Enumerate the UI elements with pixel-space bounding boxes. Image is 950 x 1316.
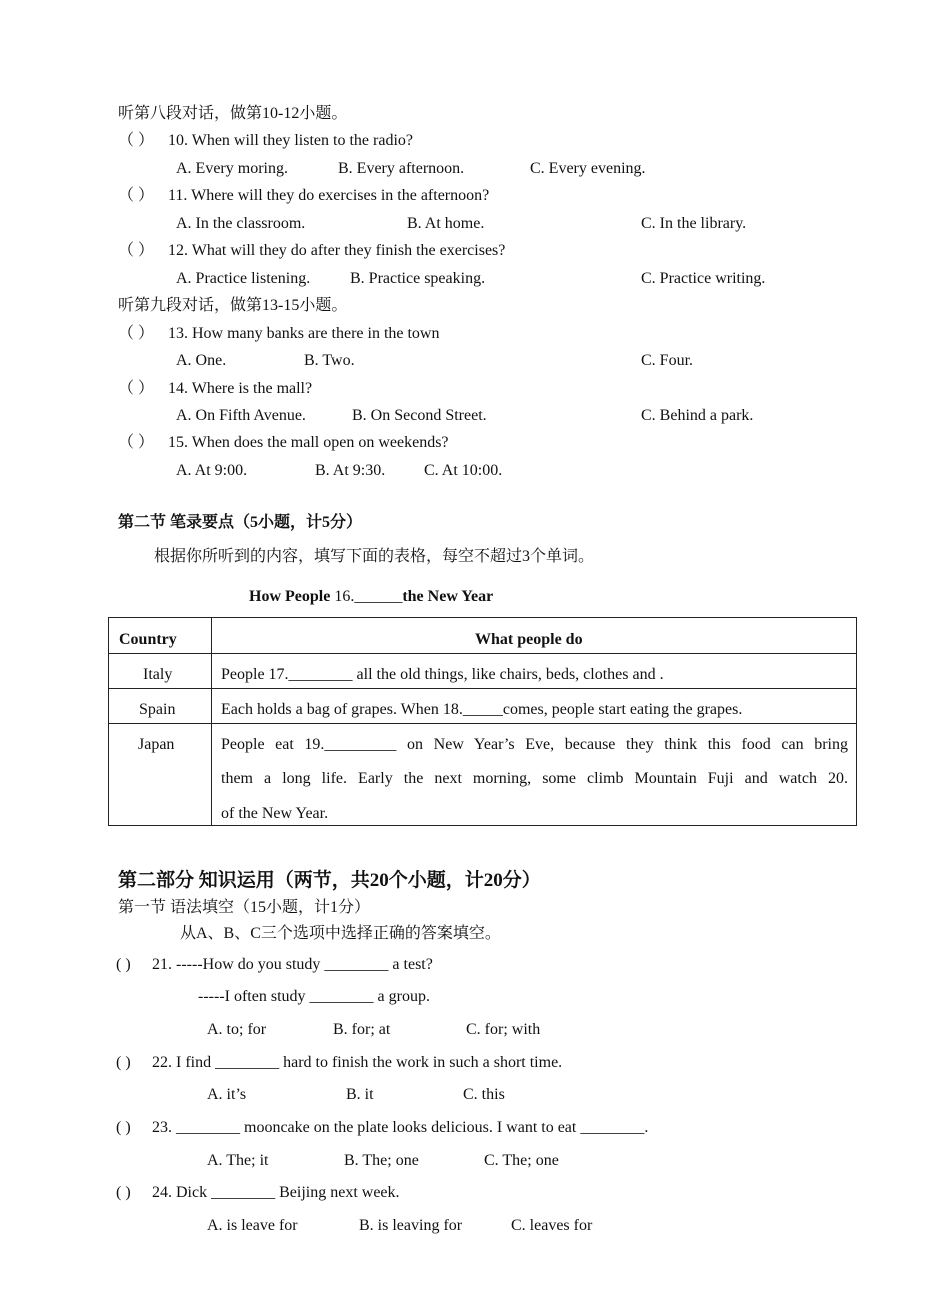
q10-option-b: B. Every afternoon. <box>338 160 465 177</box>
q21-text2: -----I often study ________ a group. <box>198 988 430 1005</box>
q15-option-c: C. At 10:00. <box>424 462 503 479</box>
q13-paren: （ ） <box>118 325 155 342</box>
q14-option-c: C. Behind a park. <box>641 407 754 424</box>
table-header-what-people-do: What people do <box>475 631 583 648</box>
table-text-japan-line3: of the New Year. <box>221 805 329 822</box>
q14-paren: （ ） <box>118 380 155 397</box>
notes-table <box>108 617 857 826</box>
table-header-country: Country <box>119 631 177 648</box>
q22-option-b: B. it <box>346 1086 374 1103</box>
q11-option-c: C. In the library. <box>641 215 747 232</box>
heading-dialogue-9: 听第九段对话，做第13-15小题。 <box>118 297 348 314</box>
q21-option-c: C. for; with <box>466 1021 541 1038</box>
table-title-part-a: How People <box>249 588 331 605</box>
table-country-japan: Japan <box>138 736 175 753</box>
q24-text: 24. Dick ________ Beijing next week. <box>152 1184 400 1201</box>
q11-paren: （ ） <box>118 187 155 204</box>
table-text-italy: People 17.________ all the old things, like chairs, beds, clothes and . <box>221 666 664 683</box>
heading-dialogue-8: 听第八段对话，做第10-12小题。 <box>118 105 348 122</box>
table-title <box>249 587 493 607</box>
q21-option-a: A. to; for <box>207 1021 267 1038</box>
part2-title: 第二部分 知识运用（两节，共20个小题，计20分） <box>118 870 541 891</box>
q13-option-a: A. One. <box>176 352 227 369</box>
q22-text: 22. I find ________ hard to finish the work in such a short time. <box>152 1054 563 1071</box>
table-title-part-c: the New Year <box>402 588 494 605</box>
q23-option-b: B. The; one <box>344 1152 419 1169</box>
q10-option-a: A. Every moring. <box>176 160 288 177</box>
part2-instruction: 从A、B、C三个选项中选择正确的答案填空。 <box>180 925 501 942</box>
notes-section-title: 第二节 笔录要点（5小题，计5分） <box>118 514 363 531</box>
q15-paren: （ ） <box>118 434 155 451</box>
q22-paren: ( ) <box>116 1054 131 1071</box>
q15-option-a: A. At 9:00. <box>176 462 248 479</box>
table-text-japan-line2: them a long life. Early the next morning, some climb Mountain Fuji and watch 20. <box>221 770 848 787</box>
q24-option-b: B. is leaving for <box>359 1217 463 1234</box>
q14-option-b: B. On Second Street. <box>352 407 487 424</box>
q11-option-b: B. At home. <box>407 215 485 232</box>
q12-text: 12. What will they do after they finish the exercises? <box>168 242 506 259</box>
table-country-spain: Spain <box>139 701 176 718</box>
q21-paren: ( ) <box>116 956 131 973</box>
q12-option-a: A. Practice listening. <box>176 270 311 287</box>
q13-option-b: B. Two. <box>304 352 355 369</box>
q22-option-c: C. this <box>463 1086 505 1103</box>
q23-paren: ( ) <box>116 1119 131 1136</box>
q11-option-a: A. In the classroom. <box>176 215 306 232</box>
q13-text: 13. How many banks are there in the town <box>168 325 440 342</box>
q10-text: 10. When will they listen to the radio? <box>168 132 413 149</box>
q10-option-c: C. Every evening. <box>530 160 646 177</box>
q13-option-c: C. Four. <box>641 352 694 369</box>
q23-text: 23. ________ mooncake on the plate looks delicious. I want to eat ________. <box>152 1119 649 1136</box>
q21-option-b: B. for; at <box>333 1021 391 1038</box>
q23-option-c: C. The; one <box>484 1152 559 1169</box>
q22-option-a: A. it’s <box>207 1086 247 1103</box>
q24-option-a: A. is leave for <box>207 1217 298 1234</box>
q10-paren: （ ） <box>118 132 155 149</box>
q15-option-b: B. At 9:30. <box>315 462 386 479</box>
q14-option-a: A. On Fifth Avenue. <box>176 407 306 424</box>
table-text-japan-line1: People eat 19._________ on New Year’s Eve, because they think this food can bring <box>221 736 848 753</box>
part2-subtitle: 第一节 语法填空（15小题，计1分） <box>118 899 371 916</box>
q23-option-a: A. The; it <box>207 1152 269 1169</box>
table-country-italy: Italy <box>143 666 173 683</box>
q21-text: 21. -----How do you study ________ a test? <box>152 956 433 973</box>
q24-option-c: C. leaves for <box>511 1217 593 1234</box>
table-text-spain: Each holds a bag of grapes. When 18._____comes, people start eating the grapes. <box>221 701 743 718</box>
q12-option-b: B. Practice speaking. <box>350 270 486 287</box>
q14-text: 14. Where is the mall? <box>168 380 313 397</box>
table-title-blank: 16.______ <box>334 588 403 605</box>
q12-paren: （ ） <box>118 242 155 259</box>
q15-text: 15. When does the mall open on weekends? <box>168 434 449 451</box>
notes-instruction: 根据你所听到的内容，填写下面的表格，每空不超过3个单词。 <box>154 548 595 565</box>
q11-text: 11. Where will they do exercises in the afternoon? <box>168 187 490 204</box>
q24-paren: ( ) <box>116 1184 131 1201</box>
q12-option-c: C. Practice writing. <box>641 270 766 287</box>
